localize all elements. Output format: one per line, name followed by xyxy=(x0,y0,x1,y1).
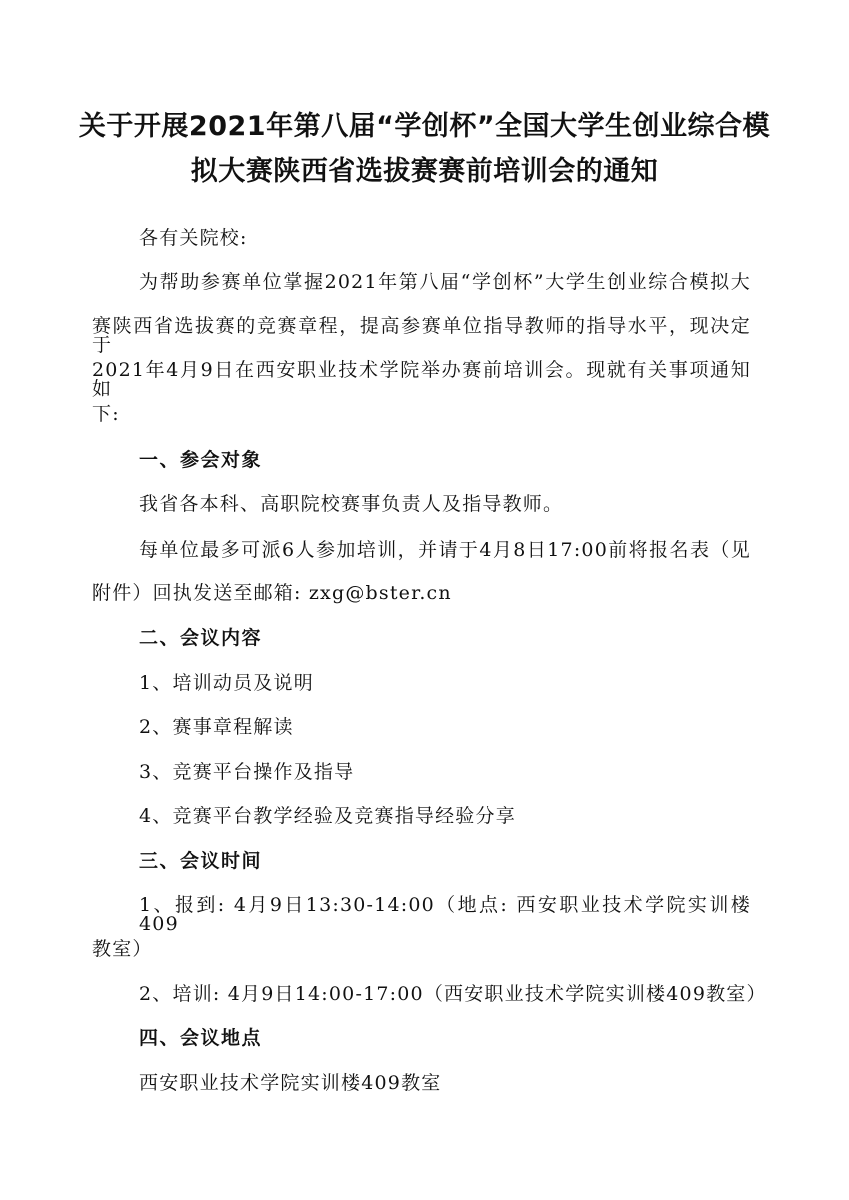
intro-line-3: 2021年4月9日在西安职业技术学院举办赛前培训会。现就有关事项通知如 xyxy=(92,359,751,400)
attendees-line-1: 我省各本科、高职院校赛事负责人及指导教师。 xyxy=(139,493,564,515)
section-heading-time: 三、会议时间 xyxy=(139,850,263,872)
time-item-2: 2、培训: 4月9日14:00-17:00（西安职业技术学院实训楼409教室） xyxy=(139,983,767,1005)
location-text: 西安职业技术学院实训楼409教室 xyxy=(139,1072,442,1094)
section-heading-attendees: 一、参会对象 xyxy=(139,449,263,471)
intro-line-4: 下: xyxy=(92,403,120,425)
intro-line-2: 赛陕西省选拔赛的竞赛章程，提高参赛单位指导教师的指导水平，现决定于 xyxy=(92,315,751,356)
section-heading-content: 二、会议内容 xyxy=(139,627,263,649)
attendees-line-2: 每单位最多可派6人参加培训，并请于4月8日17:00前将报名表（见 xyxy=(139,539,751,561)
document-title-line-2: 拟大赛陕西省选拔赛赛前培训会的通知 xyxy=(190,156,659,187)
section-heading-location: 四、会议地点 xyxy=(139,1027,263,1049)
content-item-2: 2、赛事章程解读 xyxy=(139,716,294,738)
content-item-1: 1、培训动员及说明 xyxy=(139,672,314,694)
salutation: 各有关院校: xyxy=(139,227,248,249)
content-item-4: 4、竞赛平台教学经验及竞赛指导经验分享 xyxy=(139,805,516,827)
time-item-1-line-2: 教室） xyxy=(92,938,153,960)
content-item-3: 3、竞赛平台操作及指导 xyxy=(139,761,355,783)
attendees-line-3: 附件）回执发送至邮箱: zxg@bster.cn xyxy=(92,582,452,604)
intro-line-1: 为帮助参赛单位掌握2021年第八届“学创杯”大学生创业综合模拟大 xyxy=(139,271,751,293)
time-item-1-line-1: 1、报到: 4月9日13:30-14:00（地点: 西安职业技术学院实训楼409 xyxy=(139,894,751,935)
document-title-line-1: 关于开展2021年第八届“学创杯”全国大学生创业综合模 xyxy=(78,111,771,142)
